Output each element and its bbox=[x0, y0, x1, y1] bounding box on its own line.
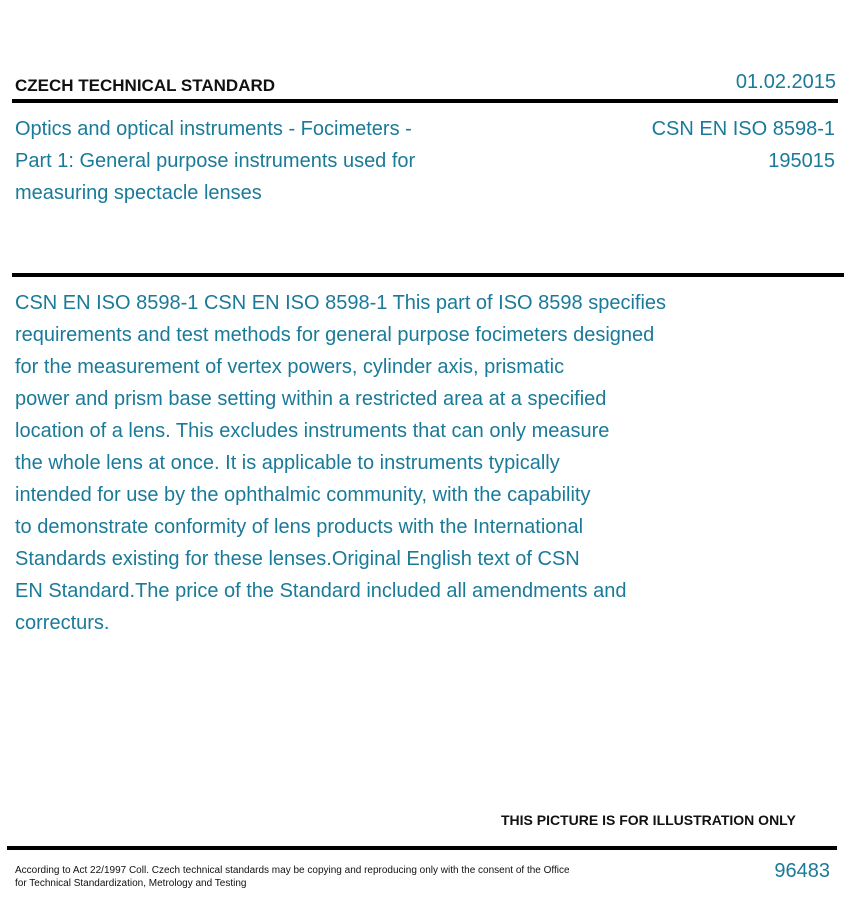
standard-code: CSN EN ISO 8598-1 bbox=[651, 118, 835, 140]
standard-identifier bbox=[652, 113, 835, 177]
illustration-note: THIS PICTURE IS FOR ILLUSTRATION ONLY bbox=[501, 812, 796, 828]
legal-notice: According to Act 22/1997 Coll. Czech technical standards may be copying and reproducing only with the consent of the Office for Technical Standardization, Metrology and Testing bbox=[15, 865, 570, 889]
catalog-number: 195015 bbox=[768, 150, 835, 172]
abstract-text: CSN EN ISO 8598-1 CSN EN ISO 8598-1 This part of ISO 8598 specifies requirements and test methods for general purpose focimeters designed for the measurement of vertex powers, cylinder axis, prismatic power and prism base setting within a restricted area at a specified location of a lens. This excludes instruments that can only measure the whole lens at once. It is applicable to instruments typically intended for use by the ophthalmic community, with the capability to demonstrate conformity of lens products with the International Standards existing for these lenses.Original English text of CSN EN Standard.The price of the Standard included all amendments and correcturs. bbox=[15, 292, 667, 634]
middle-divider bbox=[12, 273, 844, 277]
bottom-divider bbox=[7, 846, 837, 850]
standard-title: Optics and optical instruments - Focimeters - Part 1: General purpose instruments used for measuring spectacle lenses bbox=[15, 118, 416, 204]
document-type-heading: CZECH TECHNICAL STANDARD bbox=[15, 76, 276, 95]
publication-date: 01.02.2015 bbox=[735, 71, 836, 93]
top-divider bbox=[12, 99, 838, 103]
document-number: 96483 bbox=[774, 860, 830, 882]
